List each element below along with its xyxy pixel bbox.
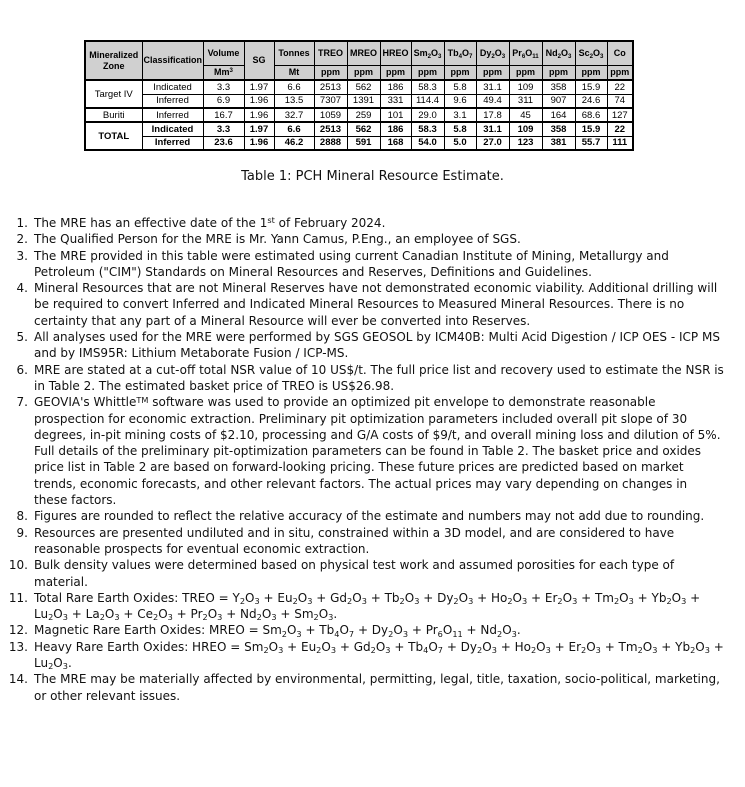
subscript-text: 2 <box>530 645 537 655</box>
data-cell: 127 <box>607 108 633 122</box>
document-page <box>0 40 745 704</box>
subscript-text: 3 <box>704 645 710 655</box>
subscript-text: 3 <box>600 52 604 60</box>
data-cell: 15.9 <box>575 122 607 136</box>
column-unit: ppm <box>509 65 542 80</box>
subscript-text: 3 <box>217 612 223 623</box>
data-cell: 311 <box>509 94 542 108</box>
subscript-text: 2 <box>263 645 269 655</box>
subscript-text: 2 <box>48 612 54 623</box>
subscript-text: 2 <box>153 612 159 623</box>
data-cell: 907 <box>542 94 575 108</box>
column-unit: ppm <box>411 65 444 80</box>
data-cell: 16.7 <box>203 108 244 122</box>
zone-cell: TOTAL <box>85 122 142 150</box>
data-cell: 109 <box>509 122 542 136</box>
column-unit: Mm$^3$ <box>203 65 244 80</box>
subscript-text: 3 <box>568 52 572 60</box>
note-item <box>0 639 735 672</box>
note-item <box>0 671 735 704</box>
subscript-text: 3 <box>296 628 302 639</box>
subscript-text: 3 <box>254 596 260 607</box>
data-cell: 3.3 <box>203 80 244 94</box>
note-number: 5. <box>16 330 28 345</box>
data-cell: 13.5 <box>274 94 314 108</box>
note-text: Heavy Rare Earth Oxides: HREO = $Sm_2O_3 + Eu_2O_3 + Gd_2O_3 + Tb_4O_7 + Dy_2O_3 + Ho_2O_3 + Er_2O_3 + Tm_2O_3 + Yb_2O_3 + Lu_2O_3$. <box>34 639 724 672</box>
subscript-text: 2 <box>399 596 405 607</box>
data-cell: 74 <box>607 94 633 108</box>
data-cell: 46.2 <box>274 136 314 150</box>
classification-cell: Inferred <box>142 108 203 122</box>
column-header: MREO <box>347 41 380 65</box>
subscript-text: 3 <box>438 52 442 60</box>
data-cell: 111 <box>607 136 633 150</box>
column-unit: Mt <box>274 65 314 80</box>
table-row <box>85 136 633 150</box>
mineral-resource-table <box>84 40 634 151</box>
subscript-text: 2 <box>202 612 208 623</box>
table-row <box>85 80 633 94</box>
mineral-resource-table-wrap <box>84 40 745 151</box>
column-header: Co <box>607 41 633 65</box>
column-unit: ppm <box>575 65 607 80</box>
note-item <box>0 215 735 231</box>
subscript-text: 2 <box>427 52 431 60</box>
subscript-text: 2 <box>666 596 672 607</box>
data-cell: 29.0 <box>411 108 444 122</box>
subscript-text: 3 <box>501 52 506 60</box>
data-cell: 1.97 <box>244 80 274 94</box>
subscript-text: 4 <box>423 645 429 655</box>
data-cell: 5.0 <box>444 136 476 150</box>
subscript-text: 7 <box>469 52 473 60</box>
note-item <box>0 280 735 329</box>
subscript-text: 3 <box>545 645 551 655</box>
data-cell: 32.7 <box>274 108 314 122</box>
subscript-text: 3 <box>167 612 173 623</box>
subscript-text: 2 <box>370 645 376 655</box>
table-header <box>85 41 633 80</box>
data-cell: 358 <box>542 122 575 136</box>
data-cell: 5.8 <box>444 80 476 94</box>
column-unit: ppm <box>380 65 411 80</box>
subscript-text: 3 <box>522 596 528 607</box>
note-text: Figures are rounded to reflect the relative accuracy of the estimate and numbers may not add due to rounding. <box>34 509 705 524</box>
note-number: 11. <box>8 590 28 605</box>
header-name-row <box>85 41 633 65</box>
note-item <box>0 590 735 623</box>
subscript-text: 2 <box>256 612 262 623</box>
data-cell: 23.6 <box>203 136 244 150</box>
subscript-text: 2 <box>589 52 593 60</box>
column-header: Mineralized Zone <box>85 41 142 80</box>
column-header: $Dy_2O_3$ <box>476 41 509 65</box>
data-cell: 24.6 <box>575 94 607 108</box>
data-cell: 15.9 <box>575 80 607 94</box>
subscript-text: 6 <box>521 52 526 60</box>
subscript-text: 2 <box>388 628 394 639</box>
data-cell: 381 <box>542 136 575 150</box>
subscript-text: 11 <box>532 52 539 60</box>
column-header: $Pr_6O_{11}$ <box>509 41 542 65</box>
note-text: The MRE provided in this table were estimated using current Canadian Institute of Mining, Metallurgy and Petroleum ("CIM") Standards on Mineral Resources and Reserves, Definitions and Guidelines. <box>34 248 669 279</box>
data-cell: 101 <box>380 108 411 122</box>
notes-list <box>0 215 735 704</box>
subscript-text: 2 <box>313 612 319 623</box>
subscript-text: 7 <box>437 645 443 655</box>
data-cell: 22 <box>607 80 633 94</box>
data-cell: 123 <box>509 136 542 150</box>
subscript-text: 2 <box>239 596 246 607</box>
column-header: $Sc_2O_3$ <box>575 41 607 65</box>
note-number: 13. <box>8 639 28 654</box>
zone-cell: Buriti <box>85 108 142 122</box>
note-number: 7. <box>16 395 28 410</box>
column-header: Tonnes <box>274 41 314 65</box>
data-cell: 54.0 <box>411 136 444 150</box>
data-cell: 3.1 <box>444 108 476 122</box>
note-number: 14. <box>8 672 28 687</box>
note-text: The Qualified Person for the MRE is Mr. Yann Camus, P.Eng., an employee of SGS. <box>34 232 521 247</box>
data-cell: 6.9 <box>203 94 244 108</box>
column-unit: ppm <box>314 65 347 80</box>
subscript-text: 2 <box>507 596 513 607</box>
data-cell: 331 <box>380 94 411 108</box>
subscript-text: 7 <box>348 628 355 639</box>
subscript-text: 6 <box>437 628 443 639</box>
note-text: Magnetic Rare Earth Oxides: MREO = $Sm_2O_3 + Tb_4O_7 + Dy_2O_3 + Pr_6O_{11} + Nd_2O_3$. <box>34 623 521 639</box>
data-cell: 45 <box>509 108 542 122</box>
subscript-text: 2 <box>613 596 620 607</box>
superscript-text: 3 <box>229 67 233 75</box>
data-cell: 1.96 <box>244 94 274 108</box>
subscript-text: 4 <box>334 628 340 639</box>
subscript-text: 3 <box>361 596 367 607</box>
column-header: $Tb_4O_7$ <box>444 41 476 65</box>
data-cell: 591 <box>347 136 380 150</box>
subscript-text: 3 <box>62 661 68 672</box>
classification-cell: Inferred <box>142 94 203 108</box>
note-item <box>0 362 735 395</box>
data-cell: 7307 <box>314 94 347 108</box>
subscript-text: 2 <box>453 596 459 607</box>
data-cell: 31.1 <box>476 122 509 136</box>
data-cell: 259 <box>347 108 380 122</box>
subscript-text: 3 <box>385 645 391 655</box>
classification-cell: Inferred <box>142 136 203 150</box>
note-item <box>0 329 735 362</box>
subscript-text: 3 <box>307 596 313 607</box>
note-number: 8. <box>16 509 28 524</box>
column-unit: ppm <box>444 65 476 80</box>
subscript-text: 2 <box>477 645 483 655</box>
subscript-text: 3 <box>114 612 120 623</box>
data-cell: 1.96 <box>244 108 274 122</box>
note-text: Total Rare Earth Oxides: TREO = $Y_2O_3 + Eu_2O_3 + Gd_2O_3 + Tb_2O_3 + Dy_2O_3 + Ho_2O_3 + Er_2O_3 + Tm_2O_3 + Yb_2O_3 + Lu_2O_3 + La_2O_3 + Ce_2O_3 + Pr_2O_3 + Nd_2O_3 + Sm_2O_3$. <box>34 590 701 623</box>
data-cell: 3.3 <box>203 122 244 136</box>
column-header: HREO <box>380 41 411 65</box>
note-number: 10. <box>8 558 28 573</box>
note-item <box>0 525 735 558</box>
column-header: SG <box>244 41 274 80</box>
subscript-text: 2 <box>557 596 563 607</box>
data-cell: 6.6 <box>274 122 314 136</box>
note-item <box>0 557 735 590</box>
note-item <box>0 231 735 247</box>
subscript-text: 3 <box>652 645 658 655</box>
note-number: 9. <box>16 525 28 540</box>
subscript-text: 3 <box>62 612 68 623</box>
data-cell: 5.8 <box>444 122 476 136</box>
subscript-text: 3 <box>414 596 420 607</box>
subscript-text: 3 <box>628 596 634 607</box>
subscript-text: 2 <box>557 52 561 60</box>
note-item <box>0 622 735 638</box>
subscript-text: 3 <box>328 612 334 623</box>
data-cell: 1.97 <box>244 122 274 136</box>
note-number: 12. <box>8 623 28 638</box>
subscript-text: 2 <box>99 612 105 623</box>
note-item <box>0 248 735 281</box>
subscript-text: 4 <box>458 52 462 60</box>
table-caption: Table 1: PCH Mineral Resource Estimate. <box>241 169 504 184</box>
data-cell: 2513 <box>314 122 347 136</box>
data-cell: 22 <box>607 122 633 136</box>
data-cell: 31.1 <box>476 80 509 94</box>
column-header: Classification <box>142 41 203 80</box>
data-cell: 109 <box>509 80 542 94</box>
subscript-text: 2 <box>581 645 587 655</box>
data-cell: 358 <box>542 80 575 94</box>
subscript-text: 3 <box>271 612 277 623</box>
subscript-text: 2 <box>316 645 322 655</box>
data-cell: 27.0 <box>476 136 509 150</box>
note-text: GEOVIA's Whittle™ software was used to provide an optimized pit envelope to demonstrate reasonable prospection for economic extraction. Preliminary pit optimization parameters included overall pit slope of 30 degrees, in-pit mining costs of $2.10, processing and G/A costs of $9/t, and overall mining loss and dilution of 5%. Full details of the preliminary pit-optimization parameters can be found in Table 2. The basket price and oxides price list in Table 2 are based on forward-looking pricing. These future prices are predicted based on market trends, economic forecasts, and other relevant factors. The actual prices may vary depending on changes in these factors. <box>34 394 721 508</box>
note-text: MRE are stated at a cut-off total NSR value of 10 US$/t. The full price list and recovery used to estimate the NSR is in Table 2. The estimated basket price of TREO is US$26.98. <box>34 362 724 393</box>
note-number: 3. <box>16 248 28 263</box>
classification-cell: Indicated <box>142 80 203 94</box>
table-row <box>85 122 633 136</box>
note-text: The MRE has an effective date of the 1st of February 2024. <box>34 215 386 230</box>
note-text: Mineral Resources that are not Mineral Reserves have not demonstrated economic viability. Additional drilling will be required to convert Inferred and Indicated Mineral Resources to Measured Mineral Resources. There is no certainty that any part of a Mineral Resource will ever be converted into Reserves. <box>34 281 718 328</box>
column-header: TREO <box>314 41 347 65</box>
data-cell: 1059 <box>314 108 347 122</box>
data-cell: 9.6 <box>444 94 476 108</box>
data-cell: 562 <box>347 80 380 94</box>
data-cell: 1.96 <box>244 136 274 150</box>
subscript-text: 3 <box>572 596 578 607</box>
table-body <box>85 80 633 150</box>
subscript-text: 2 <box>690 645 696 655</box>
data-cell: 2888 <box>314 136 347 150</box>
data-cell: 58.3 <box>411 80 444 94</box>
column-unit: ppm <box>607 65 633 80</box>
data-cell: 49.4 <box>476 94 509 108</box>
data-cell: 55.7 <box>575 136 607 150</box>
data-cell: 2513 <box>314 80 347 94</box>
table-row <box>85 108 633 122</box>
data-cell: 562 <box>347 122 380 136</box>
column-unit: ppm <box>476 65 509 80</box>
subscript-text: 3 <box>595 645 601 655</box>
subscript-text: 3 <box>330 645 337 655</box>
note-text: Bulk density values were determined based on physical test work and assumed porosities for each type of material. <box>34 558 675 589</box>
column-header: $Nd_2O_3$ <box>542 41 575 65</box>
subscript-text: 2 <box>637 645 643 655</box>
note-number: 1. <box>16 216 28 230</box>
table-row <box>85 94 633 108</box>
data-cell: 186 <box>380 80 411 94</box>
subscript-text: 2 <box>491 52 495 60</box>
subscript-text: 3 <box>491 645 497 655</box>
subscript-text: 3 <box>468 596 474 607</box>
subscript-text: 2 <box>497 628 503 639</box>
data-cell: 6.6 <box>274 80 314 94</box>
superscript-text: TM <box>136 394 149 405</box>
classification-cell: Indicated <box>142 122 203 136</box>
note-number: 6. <box>16 362 28 377</box>
subscript-text: 3 <box>278 645 284 655</box>
subscript-text: 2 <box>281 628 287 639</box>
note-item <box>0 394 735 508</box>
data-cell: 1391 <box>347 94 380 108</box>
data-cell: 68.6 <box>575 108 607 122</box>
subscript-text: 11 <box>452 628 463 639</box>
subscript-text: 3 <box>511 628 517 639</box>
zone-cell: Target IV <box>85 80 142 108</box>
note-number: 4. <box>16 281 28 296</box>
note-text: Resources are presented undiluted and in situ, constrained within a 3D model, and are considered to have reasonable prospects for eventual economic extraction. <box>34 525 675 556</box>
data-cell: 186 <box>380 122 411 136</box>
data-cell: 114.4 <box>411 94 444 108</box>
column-header: $Sm_2O_3$ <box>411 41 444 65</box>
column-header: Volume <box>203 41 244 65</box>
subscript-text: 2 <box>292 596 298 607</box>
note-number: 2. <box>16 232 28 247</box>
note-item <box>0 508 735 524</box>
subscript-text: 3 <box>681 596 687 607</box>
data-cell: 17.8 <box>476 108 509 122</box>
note-text: The MRE may be materially affected by environmental, permitting, legal, title, taxation, socio-political, marketing, or other relevant issues. <box>34 672 720 703</box>
superscript-text: st <box>267 215 275 226</box>
column-unit: ppm <box>347 65 380 80</box>
data-cell: 168 <box>380 136 411 150</box>
note-text: All analyses used for the MRE were performed by SGS GEOSOL by ICM40B: Multi Acid Digestion / ICP OES - ICP MS and by IMS95R: Lithium Metaborate Fusion / ICP-MS. <box>34 330 720 361</box>
column-unit: ppm <box>542 65 575 80</box>
data-cell: 58.3 <box>411 122 444 136</box>
subscript-text: 3 <box>402 628 409 639</box>
data-cell: 164 <box>542 108 575 122</box>
subscript-text: 2 <box>48 661 54 672</box>
subscript-text: 2 <box>347 596 353 607</box>
